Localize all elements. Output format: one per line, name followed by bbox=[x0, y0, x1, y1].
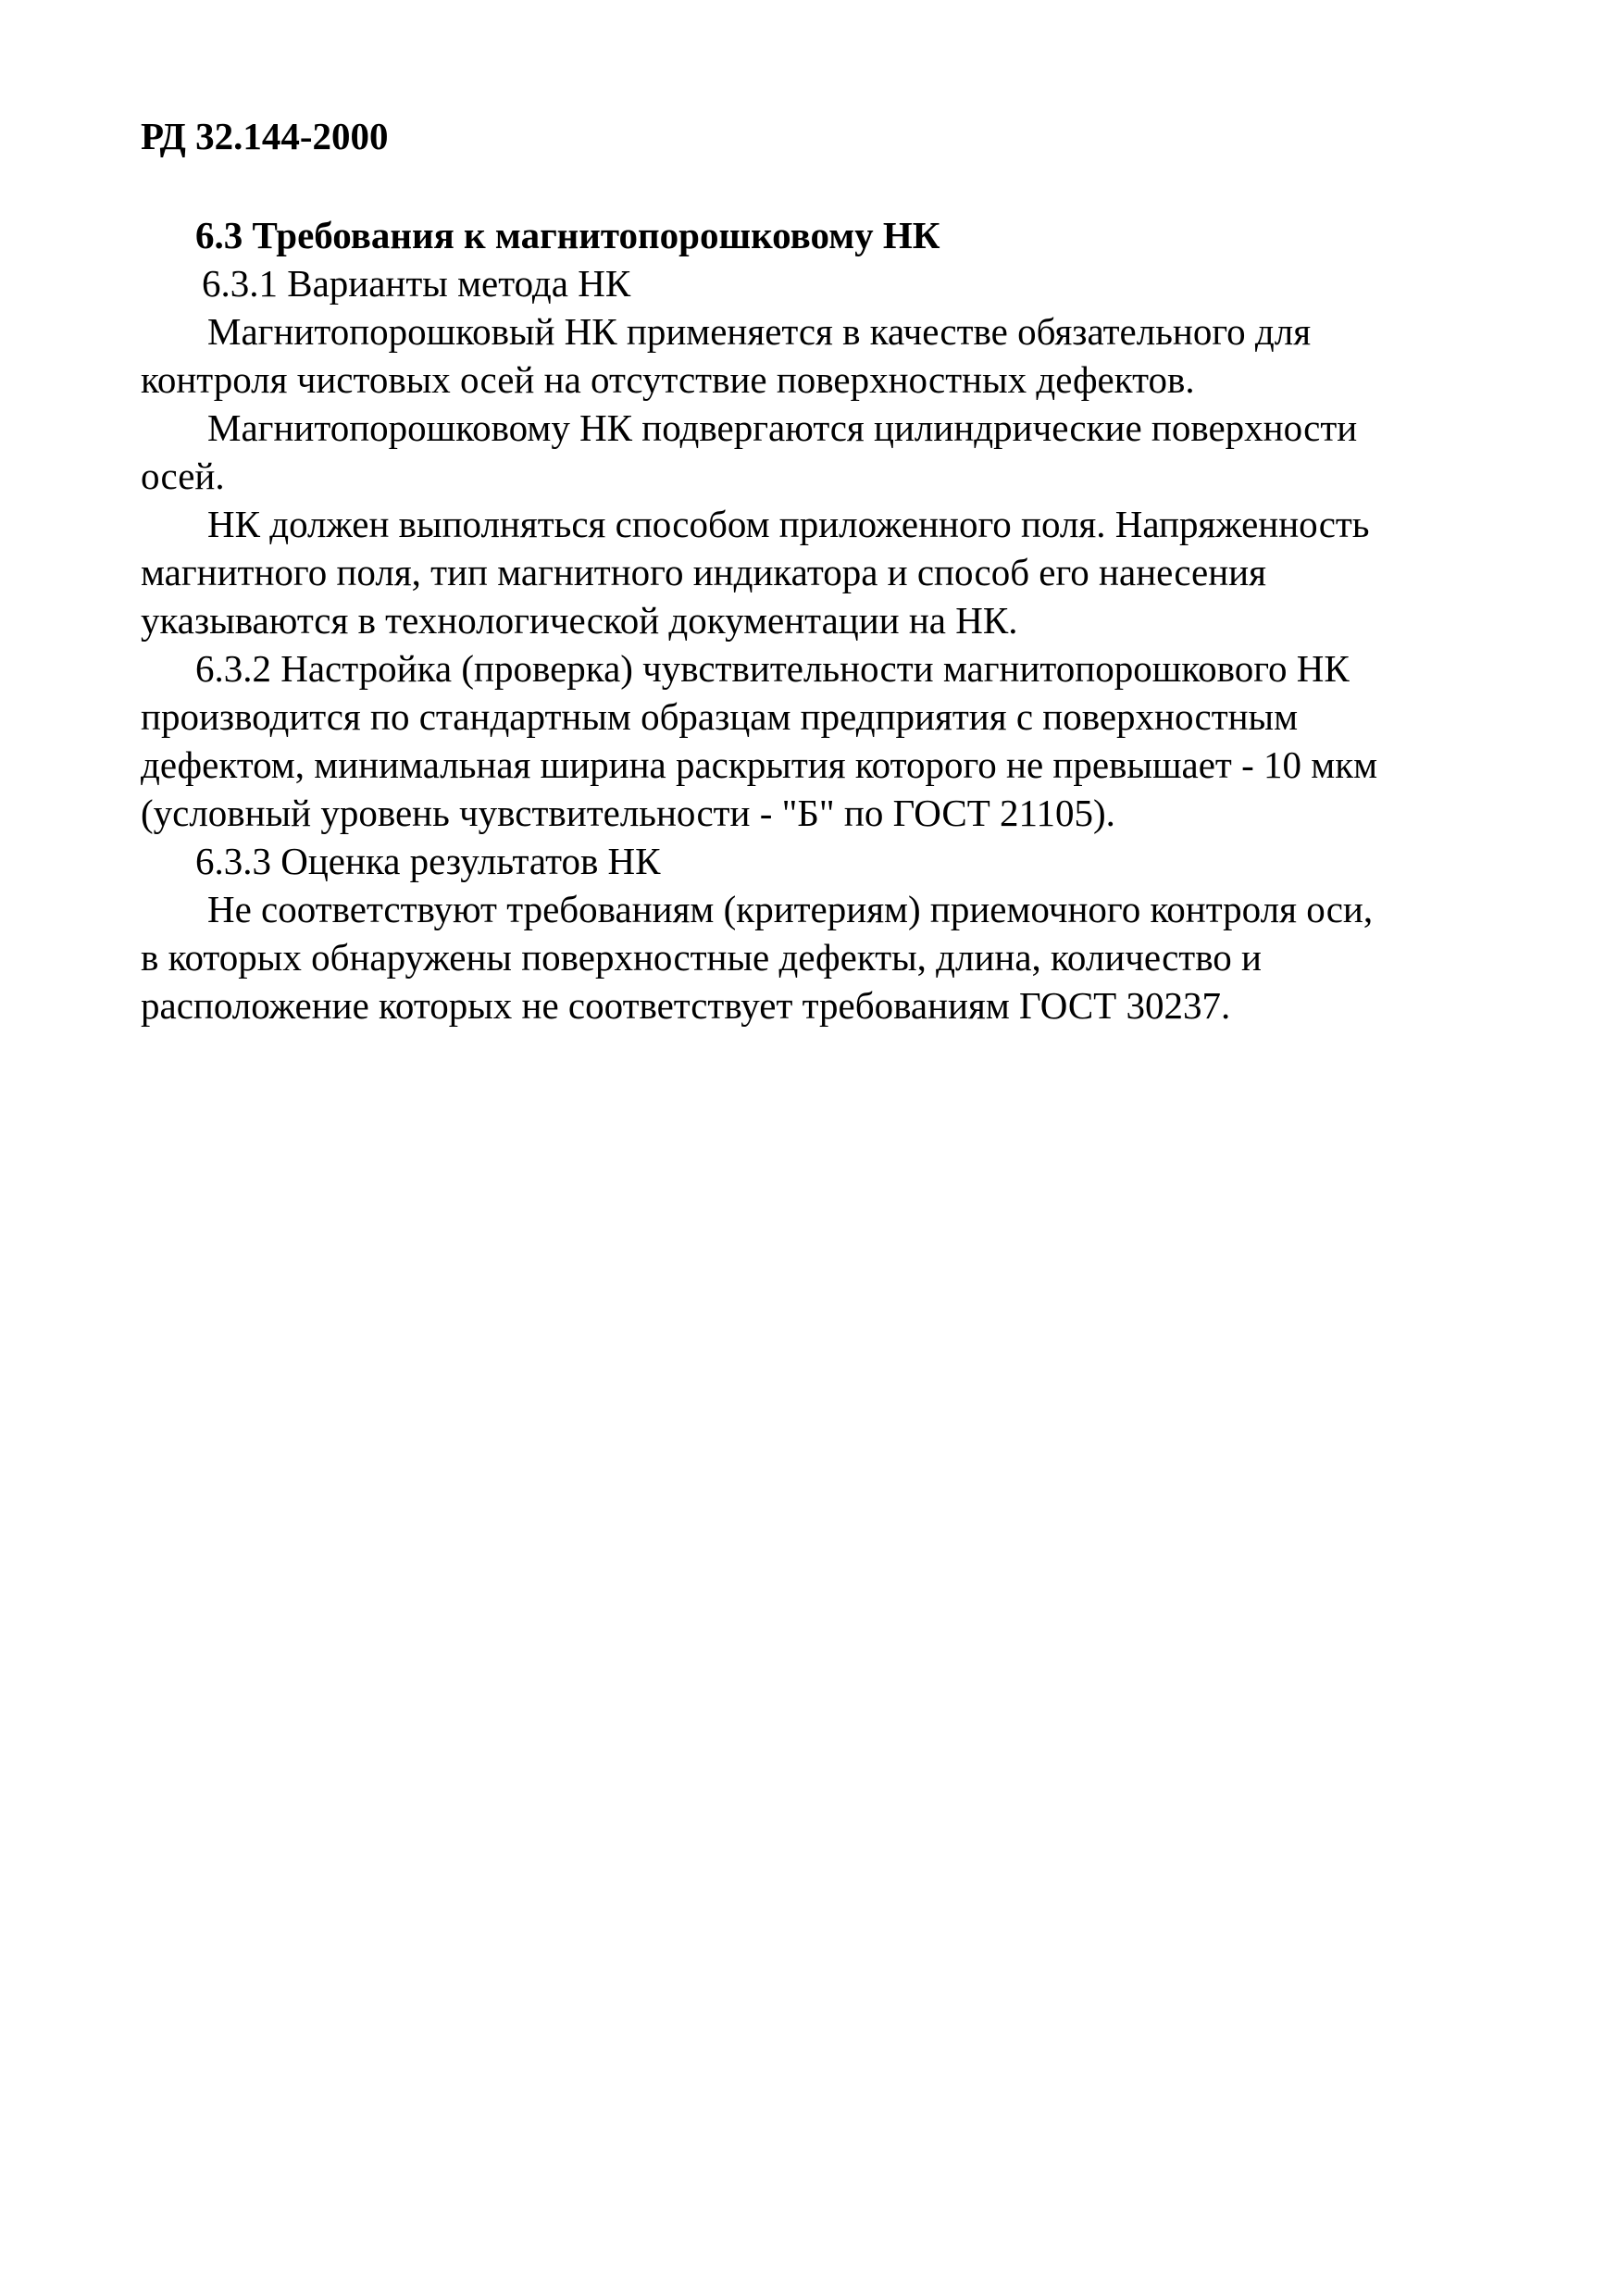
subsection-title: 6.3.3 Оценка результатов НК bbox=[195, 840, 661, 882]
subsection-title: 6.3.2 Настройка (проверка) чувствительности магнитопорошкового НК bbox=[195, 647, 1350, 690]
document-body bbox=[141, 211, 1529, 1029]
paragraph-line: Магнитопорошковый НК применяется в качестве обязательного для bbox=[207, 310, 1312, 353]
paragraph-line: НК должен выполняться способом приложенного поля. Напряженность bbox=[207, 503, 1370, 545]
paragraph-line: магнитного поля, тип магнитного индикатора и способ его нанесения bbox=[141, 551, 1266, 593]
paragraph-line: в которых обнаружены поверхностные дефекты, длина, количество и bbox=[141, 936, 1262, 979]
paragraph-line: Не соответствуют требованиям (критериям) приемочного контроля оси, bbox=[207, 888, 1374, 930]
paragraph-line: производится по стандартным образцам предприятия с поверхностным bbox=[141, 695, 1299, 738]
paragraph-line: дефектом, минимальная ширина раскрытия которого не превышает - 10 мкм bbox=[141, 743, 1378, 786]
paragraph-line: осей. bbox=[141, 455, 225, 497]
document-code: РД 32.144-2000 bbox=[141, 115, 389, 157]
section-title: 6.3 Требования к магнитопорошковому НК bbox=[195, 214, 940, 256]
subsection-title: 6.3.1 Варианты метода НК bbox=[202, 262, 631, 305]
paragraph-line: контроля чистовых осей на отсутствие поверхностных дефектов. bbox=[141, 358, 1195, 401]
paragraph-line: Магнитопорошковому НК подвергаются цилиндрические поверхности bbox=[207, 406, 1358, 449]
paragraph-line: (условный уровень чувствительности - "Б" по ГОСТ 21105). bbox=[141, 792, 1115, 834]
paragraph-line: расположение которых не соответствует требованиям ГОСТ 30237. bbox=[141, 984, 1231, 1027]
paragraph-line: указываются в технологической документации на НК. bbox=[141, 599, 1018, 642]
